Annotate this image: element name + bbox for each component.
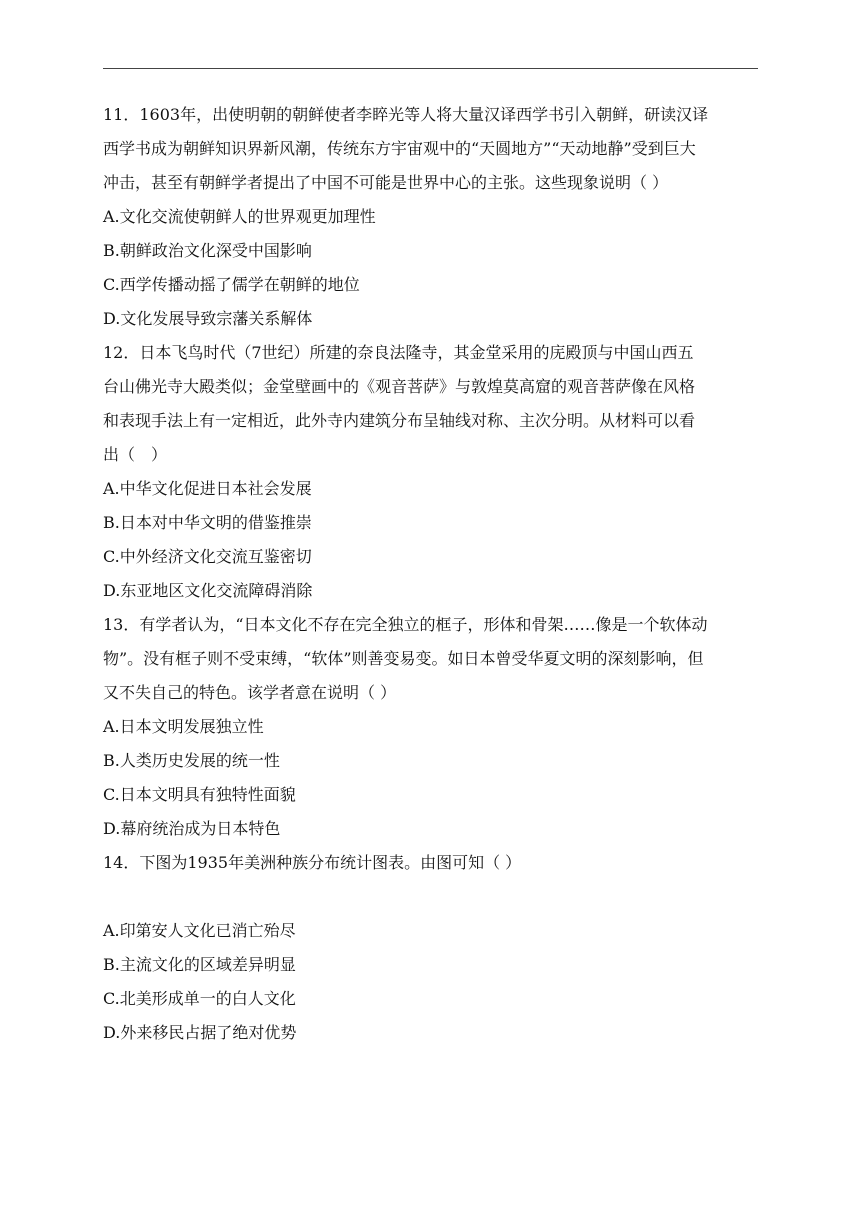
question-12-stem-line-2: 台山佛光寺大殿类似；金堂壁画中的《观音菩萨》与敦煌莫高窟的观音菩萨像在风格 [103, 377, 696, 396]
question-14-option-c: C.北美形成单一的白人文化 [103, 989, 296, 1008]
figure-placeholder [103, 880, 763, 914]
question-11-option-c: C.西学传播动摇了儒学在朝鲜的地位 [103, 275, 360, 294]
question-12-stem-line-3: 和表现手法上有一定相近，此外寺内建筑分布呈轴线对称、主次分明。从材料可以看 [103, 411, 696, 430]
question-11-stem-line-3: 冲击，甚至有朝鲜学者提出了中国不可能是世界中心的主张。这些现象说明（ ） [103, 173, 669, 192]
question-13 [103, 608, 763, 846]
question-12-option-c: C.中外经济文化交流互鉴密切 [103, 547, 312, 566]
question-12-option-b: B.日本对中华文明的借鉴推崇 [103, 513, 312, 532]
question-14 [103, 846, 763, 1050]
question-12-option-a: A.中华文化促进日本社会发展 [103, 479, 312, 498]
header-rule [103, 68, 758, 69]
question-11-option-b: B.朝鲜政治文化深受中国影响 [103, 241, 312, 260]
question-13-stem-line-2: 物”。没有框子则不受束缚，“软体”则善变易变。如日本曾受华夏文明的深刻影响，但 [103, 649, 704, 668]
question-11-option-d: D.文化发展导致宗藩关系解体 [103, 309, 313, 328]
question-14-option-d: D.外来移民占据了绝对优势 [103, 1023, 297, 1042]
question-13-option-b: B.人类历史发展的统一性 [103, 751, 280, 770]
question-11-stem-line-2: 西学书成为朝鲜知识界新风潮，传统东方宇宙观中的“天圆地方”“天动地静”受到巨大 [103, 139, 696, 158]
question-11-stem-line-1: 11．1603年，出使明朝的朝鲜使者李睟光等人将大量汉译西学书引入朝鲜，研读汉译 [103, 105, 709, 124]
question-12 [103, 336, 763, 608]
question-13-option-c: C.日本文明具有独特性面貌 [103, 785, 296, 804]
question-13-stem-line-3: 又不失自己的特色。该学者意在说明（ ） [103, 683, 397, 702]
question-11-option-a: A.文化交流使朝鲜人的世界观更加理性 [103, 207, 376, 226]
question-14-option-b: B.主流文化的区域差异明显 [103, 955, 296, 974]
question-13-option-d: D.幕府统治成为日本特色 [103, 819, 281, 838]
question-12-option-d: D.东亚地区文化交流障碍消除 [103, 581, 313, 600]
question-13-option-a: A.日本文明发展独立性 [103, 717, 264, 736]
question-12-stem-line-1: 12．日本飞鸟时代（7世纪）所建的奈良法隆寺，其金堂采用的庑殿顶与中国山西五 [103, 343, 694, 362]
question-12-stem-line-4: 出（ ） [103, 445, 168, 464]
question-11 [103, 98, 763, 336]
question-14-option-a: A.印第安人文化已消亡殆尽 [103, 921, 296, 940]
question-14-stem-line-1: 14．下图为1935年美洲种族分布统计图表。由图可知（ ） [103, 853, 522, 872]
question-list [103, 98, 763, 1050]
question-13-stem-line-1: 13．有学者认为，“日本文化不存在完全独立的框子，形体和骨架……像是一个软体动 [103, 615, 708, 634]
